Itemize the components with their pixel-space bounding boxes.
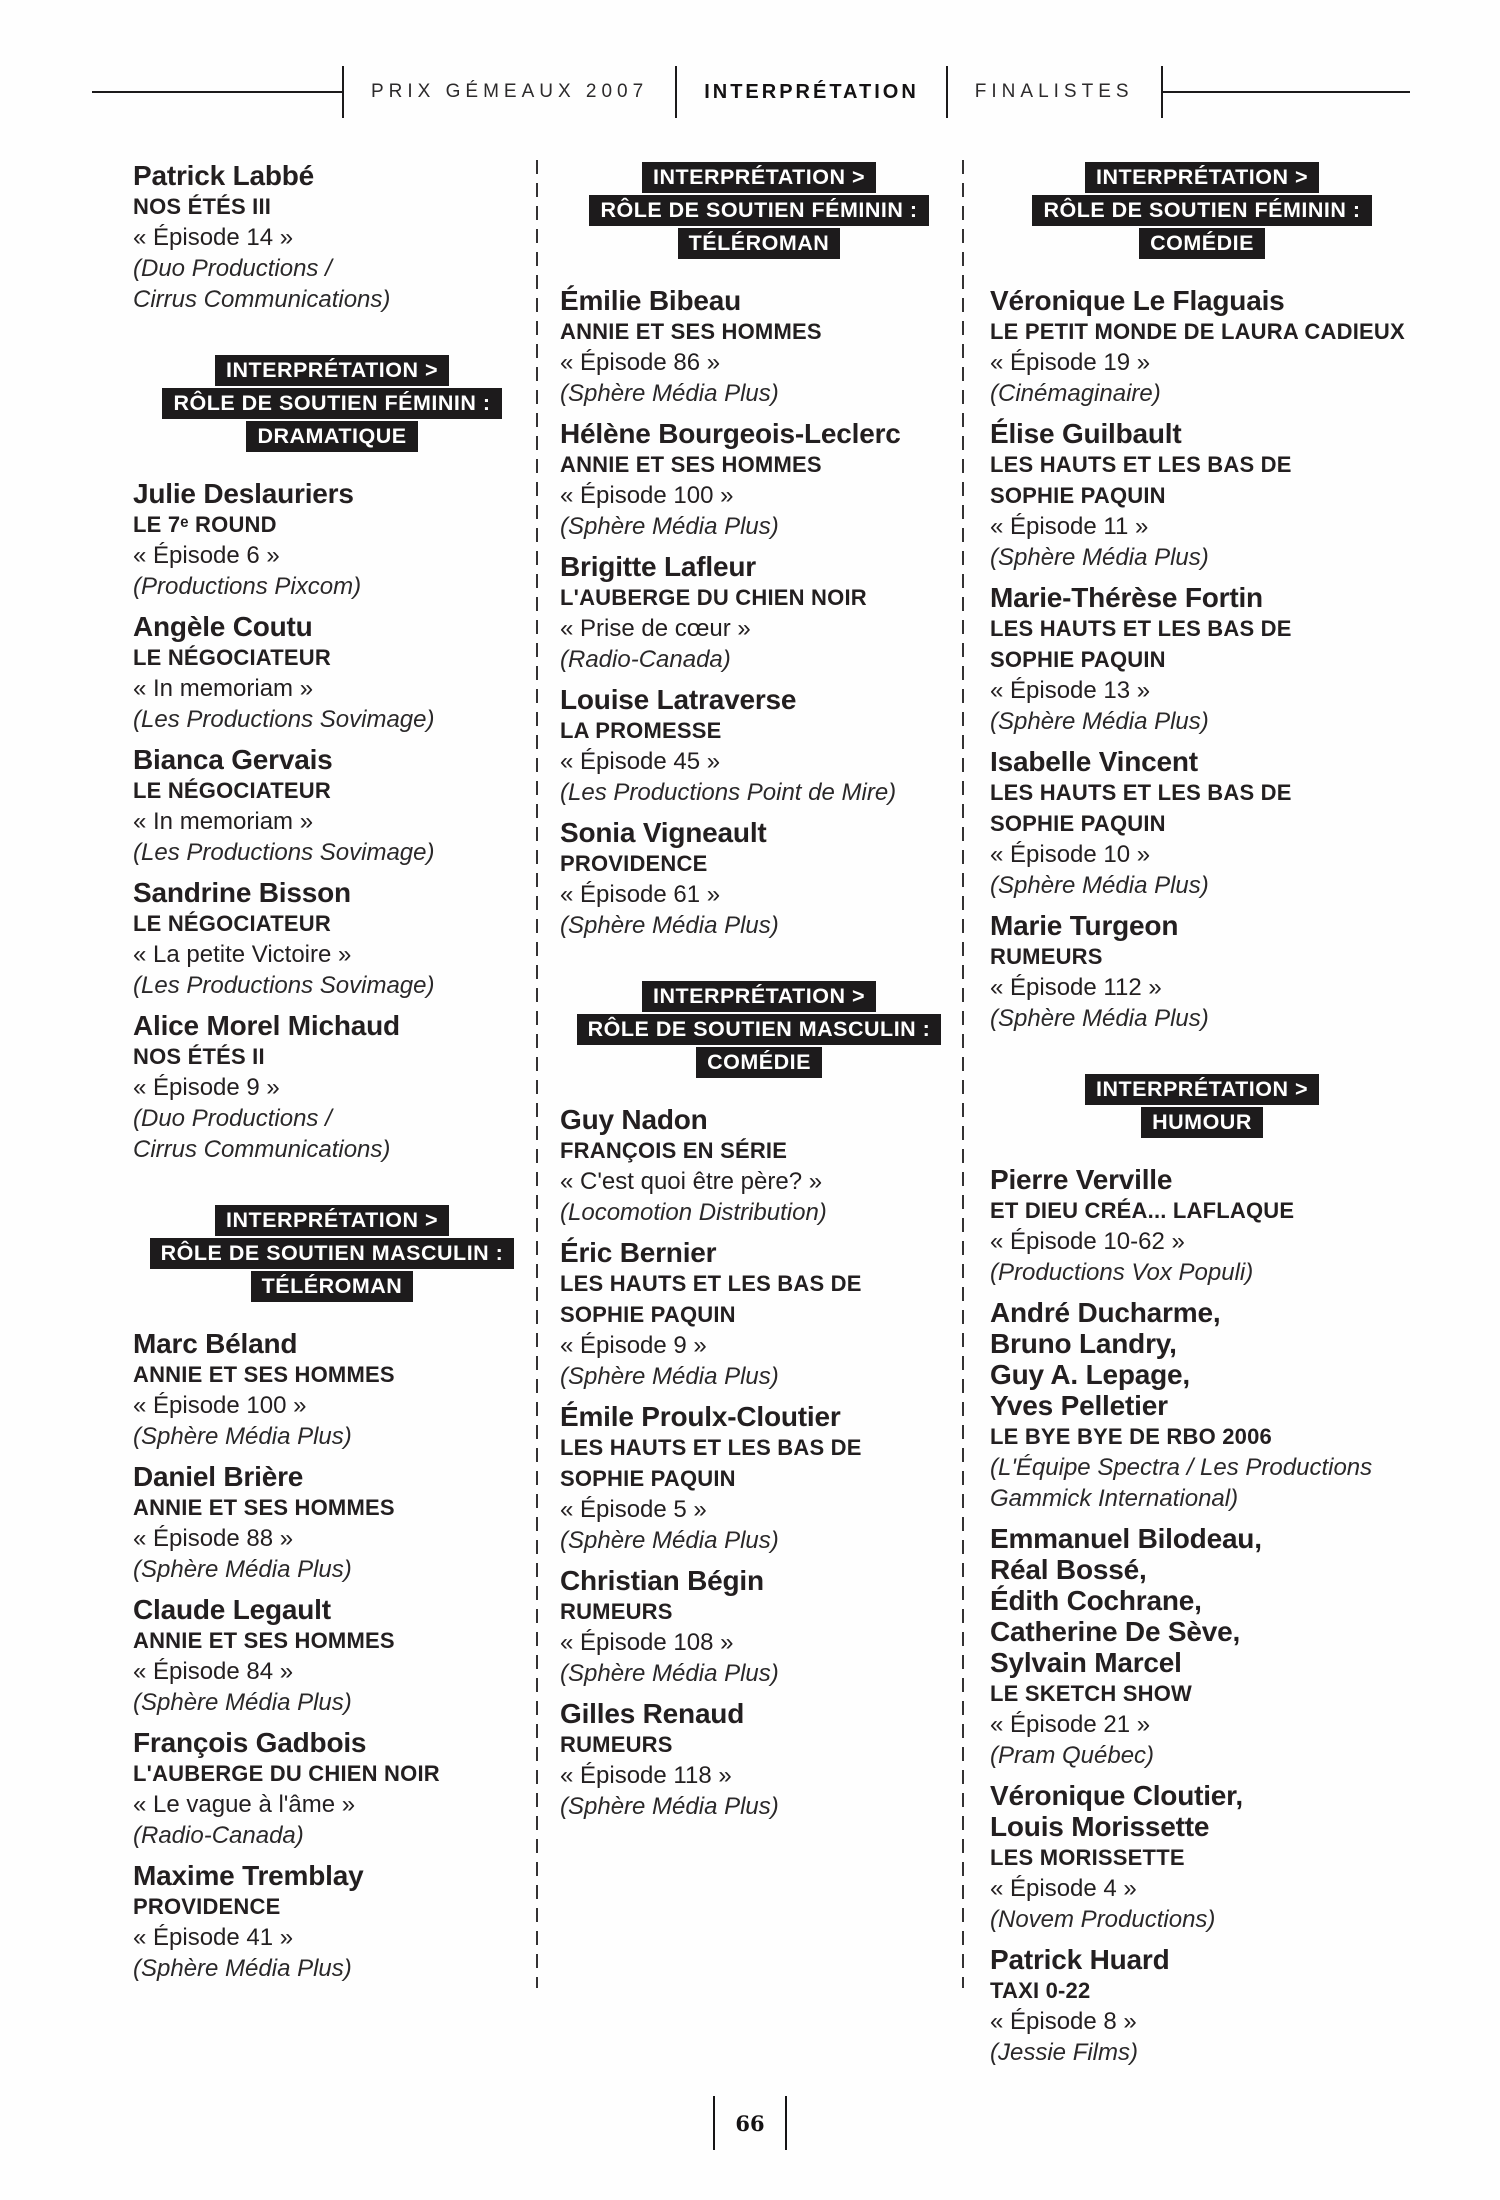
episode-label: « Épisode 112 » <box>990 974 1162 1001</box>
category-badge-row <box>133 1271 531 1304</box>
production-company: (Les Productions Sovimage) <box>133 706 435 733</box>
production-company: (Sphère Média Plus) <box>990 872 1209 899</box>
production-company: (Les Productions Point de Mire) <box>560 779 897 806</box>
show-title: LA PROMESSE <box>560 718 722 743</box>
production-company: (Sphère Média Plus) <box>560 380 779 407</box>
episode-label: « Épisode 11 » <box>990 513 1149 540</box>
show-title: LE NÉGOCIATEUR <box>133 778 331 803</box>
production-company: (Novem Productions) <box>990 1906 1216 1933</box>
nominee-name: Catherine De Sève, <box>990 1616 1241 1647</box>
production-company: (L'Équipe Spectra / Les Productions <box>990 1454 1373 1481</box>
production-company: (Sphère Média Plus) <box>560 1527 779 1554</box>
production-company: (Productions Vox Populi) <box>990 1259 1254 1286</box>
category-badge-line: RÔLE DE SOUTIEN FÉMININ : <box>1032 195 1371 226</box>
header-event-title: PRIX GÉMEAUX 2007 <box>371 81 649 102</box>
nominee-entry <box>560 1401 958 1556</box>
episode-label: « Épisode 100 » <box>560 482 734 509</box>
nominee-entry <box>990 582 1414 737</box>
nominee-entry <box>560 1104 958 1228</box>
nominee-entry <box>990 910 1414 1034</box>
episode-label: « Épisode 5 » <box>560 1496 707 1523</box>
category-badge-line: RÔLE DE SOUTIEN FÉMININ : <box>162 388 501 419</box>
show-title: ANNIE ET SES HOMMES <box>133 1495 395 1520</box>
show-title: LE SKETCH SHOW <box>990 1681 1193 1706</box>
episode-label: « Épisode 118 » <box>560 1762 732 1789</box>
nominee-entry <box>133 744 531 868</box>
column-separator-1 <box>536 160 538 1988</box>
nominee-name: Brigitte Lafleur <box>560 551 756 582</box>
nominee-entry <box>560 551 958 675</box>
nominee-entry <box>990 418 1414 573</box>
production-company: (Les Productions Sovimage) <box>133 972 435 999</box>
nominee-name: Yves Pelletier <box>990 1390 1168 1421</box>
production-company: (Sphère Média Plus) <box>560 1660 779 1687</box>
nominee-name: Christian Bégin <box>560 1565 764 1596</box>
nominee-name: Marie Turgeon <box>990 910 1179 941</box>
nominee-entry <box>560 684 958 808</box>
production-company: (Duo Productions / <box>133 1105 332 1132</box>
nominee-entry <box>560 817 958 941</box>
nominee-entry <box>990 1523 1414 1771</box>
nominee-name: Claude Legault <box>133 1594 331 1625</box>
show-title: LES HAUTS ET LES BAS DE <box>990 452 1292 477</box>
category-badge-line: INTERPRÉTATION > <box>1085 162 1319 193</box>
category-badge <box>560 162 958 261</box>
nominee-name: Véronique Le Flaguais <box>990 285 1285 316</box>
category-badge-line: INTERPRÉTATION > <box>215 355 449 386</box>
category-badge-row <box>990 1074 1414 1107</box>
nominee-name: Pierre Verville <box>990 1164 1173 1195</box>
show-title: LES HAUTS ET LES BAS DE <box>990 780 1292 805</box>
nominee-name: Angèle Coutu <box>133 611 313 642</box>
episode-label: « Épisode 86 » <box>560 349 721 376</box>
category-badge-line: INTERPRÉTATION > <box>642 162 876 193</box>
show-title: LES MORISSETTE <box>990 1845 1185 1870</box>
episode-label: « Épisode 8 » <box>990 2008 1137 2035</box>
category-badge <box>990 1074 1414 1140</box>
nominee-entry <box>133 1461 531 1585</box>
show-title: NOS ÉTÉS II <box>133 1044 265 1069</box>
production-company: (Sphère Média Plus) <box>560 1363 779 1390</box>
production-company: (Sphère Média Plus) <box>560 1793 779 1820</box>
nominee-entry <box>990 1297 1414 1514</box>
production-company: (Radio-Canada) <box>133 1822 304 1849</box>
nominee-name: Marc Béland <box>133 1328 298 1359</box>
footer-bar-right <box>785 2096 787 2150</box>
column-middle <box>560 162 958 1831</box>
category-badge-row <box>560 1047 958 1080</box>
show-title: ANNIE ET SES HOMMES <box>560 319 822 344</box>
header-rule-right <box>1163 91 1410 93</box>
show-title: SOPHIE PAQUIN <box>990 647 1166 672</box>
show-title: RUMEURS <box>990 944 1103 969</box>
nominee-entry <box>990 746 1414 901</box>
production-company: (Pram Québec) <box>990 1742 1155 1769</box>
category-badge-line: DRAMATIQUE <box>246 421 417 452</box>
show-title: ANNIE ET SES HOMMES <box>133 1628 395 1653</box>
nominee-entry <box>990 1780 1414 1935</box>
nominee-entry <box>560 1237 958 1392</box>
category-badge-row <box>560 1014 958 1047</box>
show-title: LES HAUTS ET LES BAS DE <box>990 616 1292 641</box>
nominee-name: Éric Bernier <box>560 1237 717 1268</box>
nominee-name: Alice Morel Michaud <box>133 1010 400 1041</box>
episode-label: « In memoriam » <box>133 808 314 835</box>
production-company: (Sphère Média Plus) <box>133 1556 352 1583</box>
show-title: LES HAUTS ET LES BAS DE <box>560 1271 862 1296</box>
production-company: (Cinémaginaire) <box>990 380 1161 407</box>
episode-label: « Épisode 84 » <box>133 1658 294 1685</box>
category-badge <box>560 981 958 1080</box>
category-badge-row <box>990 1107 1414 1140</box>
header-section-title: INTERPRÉTATION <box>704 80 919 103</box>
production-company: (Jessie Films) <box>990 2039 1138 2066</box>
category-badge-line: TÉLÉROMAN <box>678 228 841 259</box>
column-separator-2 <box>962 160 964 1988</box>
category-badge-line: INTERPRÉTATION > <box>1085 1074 1319 1105</box>
nominee-name: Guy Nadon <box>560 1104 708 1135</box>
show-title: PROVIDENCE <box>560 851 708 876</box>
nominee-entry <box>133 160 531 315</box>
nominee-entry <box>133 877 531 1001</box>
show-title: LE PETIT MONDE DE LAURA CADIEUX <box>990 319 1405 344</box>
nominee-name: Isabelle Vincent <box>990 746 1198 777</box>
show-title: PROVIDENCE <box>133 1894 281 1919</box>
production-company: (Sphère Média Plus) <box>560 513 779 540</box>
nominee-entry <box>560 1698 958 1822</box>
header-subsection-title: FINALISTES <box>974 81 1134 102</box>
category-badge-row <box>133 355 531 388</box>
production-company: (Radio-Canada) <box>560 646 731 673</box>
nominee-name: Gilles Renaud <box>560 1698 745 1729</box>
show-title: ANNIE ET SES HOMMES <box>133 1362 395 1387</box>
show-title: LE BYE BYE DE RBO 2006 <box>990 1424 1272 1449</box>
nominee-entry <box>133 1010 531 1165</box>
category-badge-row <box>990 162 1414 195</box>
category-badge-row <box>990 228 1414 261</box>
nominee-name: Véronique Cloutier, <box>990 1780 1243 1811</box>
show-title: LE 7ᵉ ROUND <box>133 512 277 537</box>
nominee-entry <box>560 1565 958 1689</box>
episode-label: « Épisode 45 » <box>560 748 721 775</box>
episode-label: « Épisode 10 » <box>990 841 1151 868</box>
page-number: 66 <box>735 2110 765 2136</box>
nominee-name: Emmanuel Bilodeau, <box>990 1523 1262 1554</box>
nominee-name: Julie Deslauriers <box>133 478 354 509</box>
nominee-entry <box>560 418 958 542</box>
episode-label: « Épisode 6 » <box>133 542 280 569</box>
episode-label: « Épisode 21 » <box>990 1711 1151 1738</box>
nominee-name: Louise Latraverse <box>560 684 797 715</box>
episode-label: « In memoriam » <box>133 675 314 702</box>
show-title: LE NÉGOCIATEUR <box>133 645 331 670</box>
nominee-name: François Gadbois <box>133 1727 367 1758</box>
nominee-name: Louis Morissette <box>990 1811 1210 1842</box>
episode-label: « Épisode 14 » <box>133 224 294 251</box>
category-badge-row <box>560 981 958 1014</box>
episode-label: « Épisode 88 » <box>133 1525 294 1552</box>
category-badge-line: COMÉDIE <box>1139 228 1265 259</box>
page-header <box>92 66 1410 118</box>
show-title: SOPHIE PAQUIN <box>560 1302 736 1327</box>
category-badge-row <box>133 1205 531 1238</box>
production-company: (Duo Productions / <box>133 255 332 282</box>
production-company: (Les Productions Sovimage) <box>133 839 435 866</box>
episode-label: « C'est quoi être père? » <box>560 1168 823 1195</box>
show-title: FRANÇOIS EN SÉRIE <box>560 1138 788 1163</box>
nominee-name: Émile Proulx-Cloutier <box>560 1401 841 1432</box>
episode-label: « Épisode 9 » <box>560 1332 707 1359</box>
category-badge-row <box>560 195 958 228</box>
nominee-name: Bruno Landry, <box>990 1328 1177 1359</box>
nominee-name: Émilie Bibeau <box>560 285 742 316</box>
nominee-name: Sylvain Marcel <box>990 1647 1182 1678</box>
show-title: L'AUBERGE DU CHIEN NOIR <box>133 1761 440 1786</box>
nominee-name: Hélène Bourgeois-Leclerc <box>560 418 901 449</box>
nominee-name: Maxime Tremblay <box>133 1860 364 1891</box>
production-company: (Productions Pixcom) <box>133 573 362 600</box>
category-badge-row <box>133 1238 531 1271</box>
nominee-name: Patrick Huard <box>990 1944 1170 1975</box>
episode-label: « Épisode 41 » <box>133 1924 294 1951</box>
production-company: (Sphère Média Plus) <box>133 1955 352 1982</box>
nominee-name: Daniel Brière <box>133 1461 304 1492</box>
episode-label: « Épisode 4 » <box>990 1875 1137 1902</box>
show-title: LE NÉGOCIATEUR <box>133 911 331 936</box>
episode-label: « Épisode 108 » <box>560 1629 734 1656</box>
episode-label: « La petite Victoire » <box>133 941 352 968</box>
nominee-entry <box>560 285 958 409</box>
show-title: SOPHIE PAQUIN <box>990 483 1166 508</box>
category-badge <box>133 1205 531 1304</box>
category-badge-line: RÔLE DE SOUTIEN MASCULIN : <box>577 1014 942 1045</box>
column-left <box>133 160 531 1993</box>
nominee-name: Guy A. Lepage, <box>990 1359 1190 1390</box>
nominee-entry <box>133 611 531 735</box>
nominee-entry <box>990 285 1414 409</box>
nominee-name: Édith Cochrane, <box>990 1585 1202 1616</box>
episode-label: « Épisode 13 » <box>990 677 1151 704</box>
show-title: LES HAUTS ET LES BAS DE <box>560 1435 862 1460</box>
category-badge <box>990 162 1414 261</box>
production-company: (Sphère Média Plus) <box>990 1005 1209 1032</box>
category-badge-line: RÔLE DE SOUTIEN FÉMININ : <box>589 195 928 226</box>
category-badge-line: HUMOUR <box>1141 1107 1263 1138</box>
production-company: Cirrus Communications) <box>133 1136 391 1163</box>
show-title: NOS ÉTÉS III <box>133 194 272 219</box>
show-title: SOPHIE PAQUIN <box>560 1466 736 1491</box>
production-company: (Sphère Média Plus) <box>133 1689 352 1716</box>
category-badge-line: INTERPRÉTATION > <box>215 1205 449 1236</box>
nominee-entry <box>990 1164 1414 1288</box>
episode-label: « Le vague à l'âme » <box>133 1791 356 1818</box>
show-title: SOPHIE PAQUIN <box>990 811 1166 836</box>
header-rule-left <box>92 91 342 93</box>
category-badge-row <box>560 228 958 261</box>
production-company: (Sphère Média Plus) <box>990 544 1209 571</box>
episode-label: « Épisode 9 » <box>133 1074 280 1101</box>
production-company: Gammick International) <box>990 1485 1239 1512</box>
category-badge-row <box>990 195 1414 228</box>
category-badge-line: TÉLÉROMAN <box>251 1271 414 1302</box>
nominee-entry <box>133 1594 531 1718</box>
category-badge-line: INTERPRÉTATION > <box>642 981 876 1012</box>
show-title: ANNIE ET SES HOMMES <box>560 452 822 477</box>
nominee-name: Réal Bossé, <box>990 1554 1147 1585</box>
episode-label: « Épisode 61 » <box>560 881 721 908</box>
column-right <box>990 162 1414 2077</box>
nominee-entry <box>133 1860 531 1984</box>
show-title: RUMEURS <box>560 1732 673 1757</box>
nominee-name: Élise Guilbault <box>990 418 1182 449</box>
category-badge-line: RÔLE DE SOUTIEN MASCULIN : <box>150 1238 515 1269</box>
production-company: (Sphère Média Plus) <box>990 708 1209 735</box>
nominee-name: Marie-Thérèse Fortin <box>990 582 1263 613</box>
show-title: L'AUBERGE DU CHIEN NOIR <box>560 585 867 610</box>
production-company: (Locomotion Distribution) <box>560 1199 827 1226</box>
category-badge-row <box>133 388 531 421</box>
show-title: ET DIEU CRÉA... LAFLAQUE <box>990 1198 1295 1223</box>
category-badge-row <box>560 162 958 195</box>
show-title: RUMEURS <box>560 1599 673 1624</box>
nominee-name: Sandrine Bisson <box>133 877 351 908</box>
page-footer <box>0 2096 1500 2150</box>
production-company: (Sphère Média Plus) <box>133 1423 352 1450</box>
category-badge <box>133 355 531 454</box>
episode-label: « Prise de cœur » <box>560 615 751 642</box>
episode-label: « Épisode 19 » <box>990 349 1151 376</box>
nominee-entry <box>133 478 531 602</box>
nominee-entry <box>990 1944 1414 2068</box>
nominee-name: Bianca Gervais <box>133 744 333 775</box>
episode-label: « Épisode 100 » <box>133 1392 307 1419</box>
category-badge-row <box>133 421 531 454</box>
nominee-name: Patrick Labbé <box>133 160 315 191</box>
nominee-entry <box>133 1328 531 1452</box>
show-title: TAXI 0-22 <box>990 1978 1091 2003</box>
nominee-name: Sonia Vigneault <box>560 817 767 848</box>
episode-label: « Épisode 10-62 » <box>990 1228 1185 1255</box>
nominee-name: André Ducharme, <box>990 1297 1221 1328</box>
nominee-entry <box>133 1727 531 1851</box>
category-badge-line: COMÉDIE <box>696 1047 822 1078</box>
production-company: (Sphère Média Plus) <box>560 912 779 939</box>
production-company: Cirrus Communications) <box>133 286 391 313</box>
